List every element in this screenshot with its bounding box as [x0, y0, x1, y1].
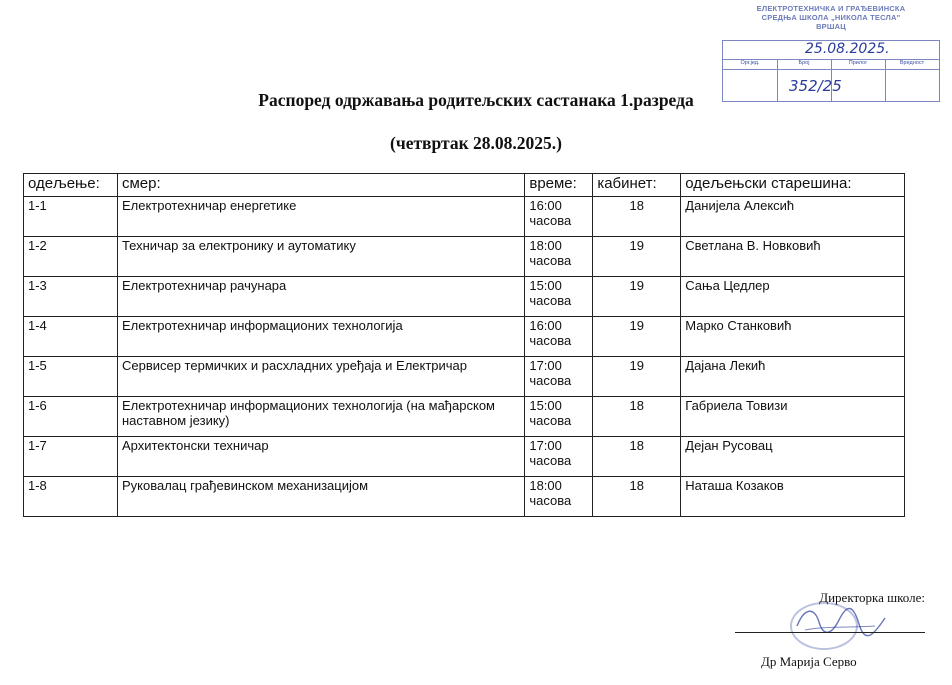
cell-dept: 1-7	[24, 437, 118, 477]
cell-dept: 1-1	[24, 197, 118, 237]
cell-room: 18	[593, 197, 681, 237]
cell-room: 18	[593, 477, 681, 517]
signature-line	[735, 632, 925, 633]
table-row	[24, 237, 905, 277]
cell-course: Руковалац грађевинском механизацијом	[117, 477, 524, 517]
table-header-row	[24, 174, 905, 197]
cell-course: Електротехничар информационих технологија (на мађарском наставном језику)	[117, 397, 524, 437]
header-time: време:	[525, 174, 593, 197]
registry-stamp	[722, 4, 940, 100]
cell-time: 16:00 часова	[525, 197, 593, 237]
table-row	[24, 277, 905, 317]
cell-dept: 1-4	[24, 317, 118, 357]
table-row	[24, 397, 905, 437]
table-row	[24, 477, 905, 517]
cell-teacher: Дејан Русовац	[681, 437, 905, 477]
cell-teacher: Дајана Лекић	[681, 357, 905, 397]
cell-course: Сервисер термичких и расхладних уређаја и Електричар	[117, 357, 524, 397]
cell-dept: 1-6	[24, 397, 118, 437]
cell-room: 18	[593, 397, 681, 437]
stamp-org-line: ЕЛЕКТРОТЕХНИЧКА И ГРАЂЕВИНСКА	[756, 4, 906, 13]
cell-dept: 1-2	[24, 237, 118, 277]
cell-dept: 1-8	[24, 477, 118, 517]
cell-course: Електротехничар информационих технологија	[117, 317, 524, 357]
table-row	[24, 197, 905, 237]
cell-time: 15:00 часова	[525, 277, 593, 317]
cell-room: 19	[593, 317, 681, 357]
cell-teacher: Сања Цедлер	[681, 277, 905, 317]
cell-dept: 1-5	[24, 357, 118, 397]
cell-course: Техничар за електронику и аутоматику	[117, 237, 524, 277]
cell-course: Електротехничар рачунара	[117, 277, 524, 317]
cell-teacher: Светлана В. Новковић	[681, 237, 905, 277]
signature-title: Директорка школе:	[819, 590, 925, 605]
cell-room: 18	[593, 437, 681, 477]
cell-course: Електротехничар енергетике	[117, 197, 524, 237]
cell-room: 19	[593, 277, 681, 317]
cell-teacher: Марко Станковић	[681, 317, 905, 357]
stamp-number: 352/25	[789, 77, 842, 95]
signature-name: Др Марија Серво	[761, 654, 857, 669]
cell-time: 18:00 часова	[525, 237, 593, 277]
schedule-table	[23, 173, 905, 517]
page-subtitle: (четвртак 28.08.2025.)	[390, 133, 562, 153]
header-dept: одељење:	[24, 174, 118, 197]
cell-time: 17:00 часова	[525, 357, 593, 397]
stamp-date: 25.08.2025.	[805, 41, 890, 57]
header-course: смер:	[117, 174, 524, 197]
stamp-org-line: ВРШАЦ	[816, 22, 846, 31]
stamp-org	[722, 4, 940, 31]
cell-teacher: Данијела Алексић	[681, 197, 905, 237]
stamp-col-unit: Орг.јед.	[740, 60, 760, 66]
cell-teacher: Наташа Козаков	[681, 477, 905, 517]
cell-time: 15:00 часова	[525, 397, 593, 437]
cell-dept: 1-3	[24, 277, 118, 317]
stamp-col-number: Број	[798, 60, 810, 66]
cell-room: 19	[593, 357, 681, 397]
cell-time: 18:00 часова	[525, 477, 593, 517]
table-row	[24, 357, 905, 397]
signature-block	[735, 590, 925, 670]
cell-time: 17:00 часова	[525, 437, 593, 477]
cell-course: Архитектонски техничар	[117, 437, 524, 477]
table-row	[24, 317, 905, 357]
stamp-org-line: СРЕДЊА ШКОЛА „НИКОЛА ТЕСЛА"	[761, 13, 901, 22]
stamp-col-value: Вредност	[899, 60, 925, 66]
stamp-col-attachment: Прилог	[848, 60, 868, 66]
cell-teacher: Габриела Товизи	[681, 397, 905, 437]
header-teacher: одељењски старешина:	[681, 174, 905, 197]
table-row	[24, 437, 905, 477]
cell-time: 16:00 часова	[525, 317, 593, 357]
page-title: Распоред одржавања родитељских састанака 1.разреда	[258, 90, 694, 110]
header-room: кабинет:	[593, 174, 681, 197]
cell-room: 19	[593, 237, 681, 277]
